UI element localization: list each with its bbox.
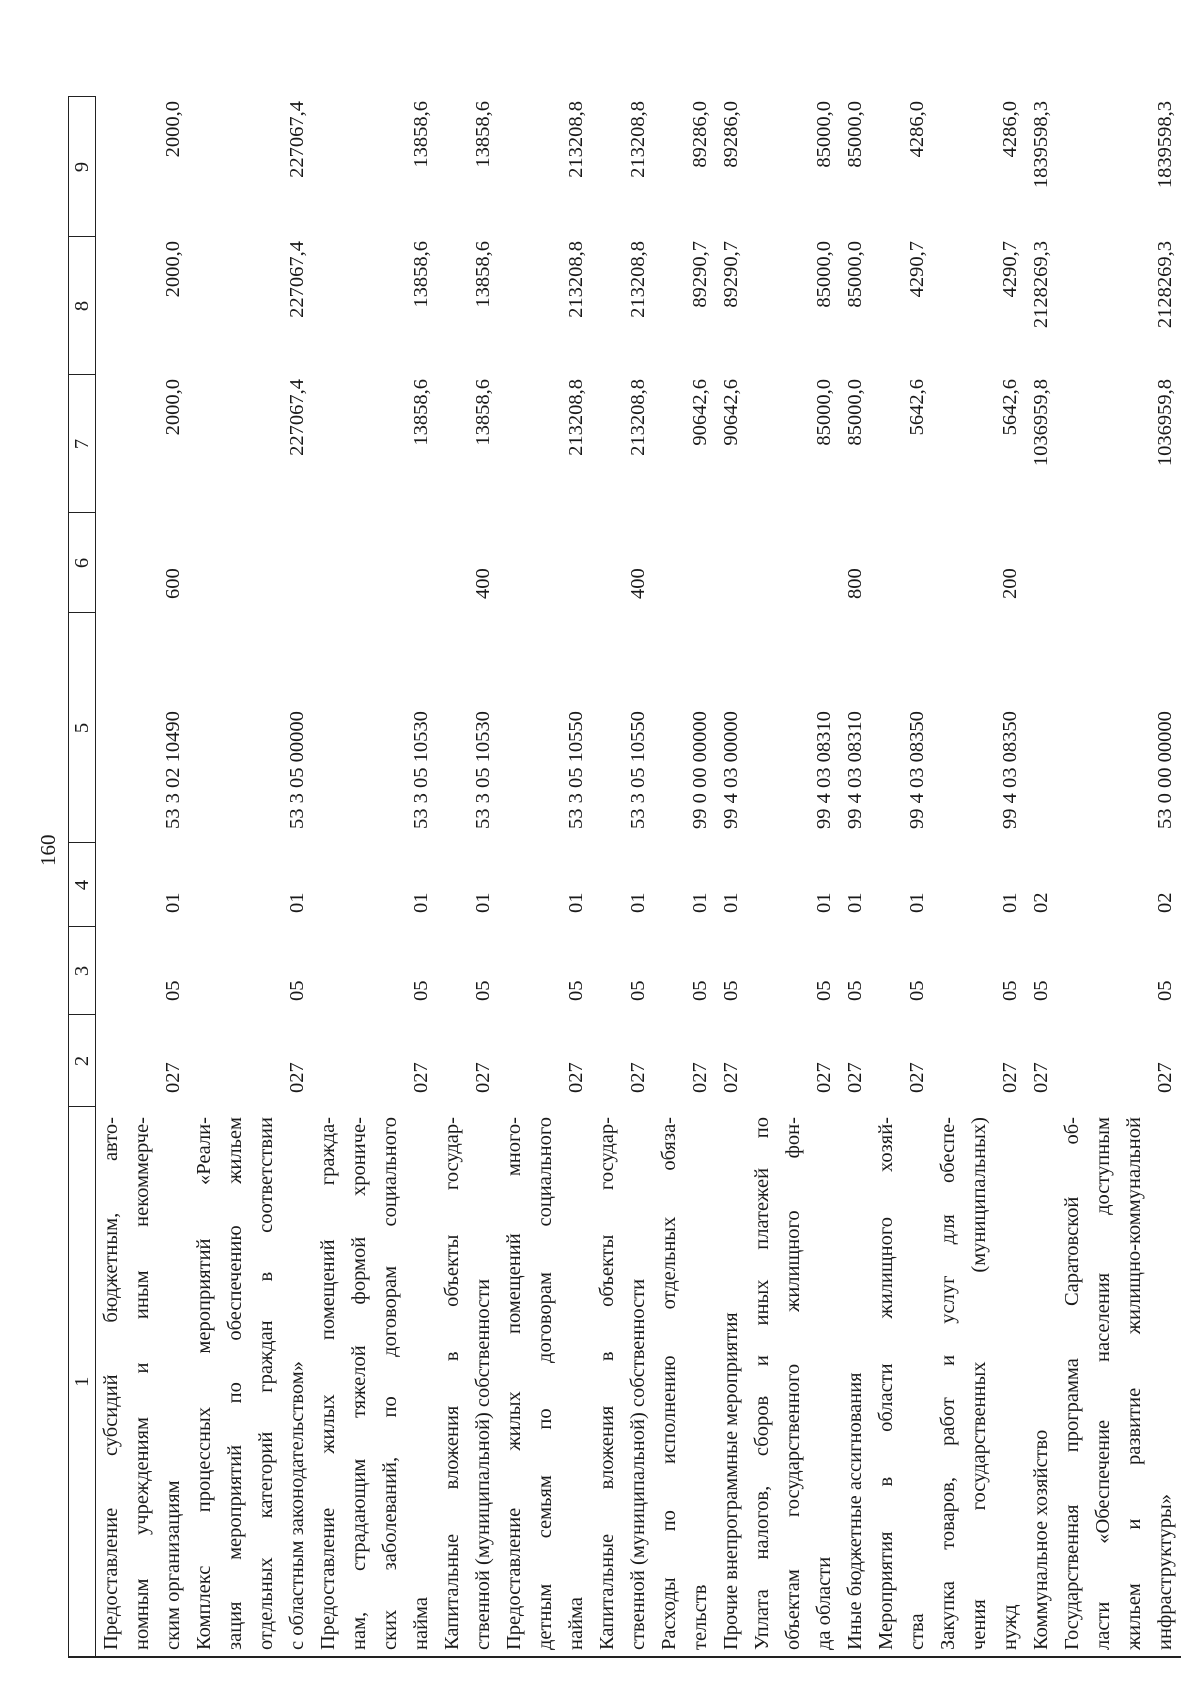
expense-type-cell: 200 <box>999 568 1021 599</box>
amount-year3-cell: 89286,0 <box>720 101 742 168</box>
table-row <box>871 97 933 1657</box>
ministry-code-cell: 027 <box>1030 1062 1052 1093</box>
table-row <box>840 97 871 1657</box>
subsection-cell: 01 <box>813 892 835 913</box>
row-name-line: найма <box>565 1597 587 1650</box>
expense-type-cell <box>1026 513 1057 613</box>
table-row <box>313 97 437 1657</box>
amount-year1-cell: 1036959,8 <box>1154 379 1176 467</box>
target-article-cell: 53 3 05 10550 <box>627 711 649 829</box>
row-name-cell <box>933 1107 1026 1657</box>
subsection-cell: 01 <box>720 892 742 913</box>
ministry-code-cell: 027 <box>472 1062 494 1093</box>
section-cell: 05 <box>286 980 308 1001</box>
row-name-line: Комплекс процессных мероприятий «Реали- <box>193 1117 215 1650</box>
row-name-line: отдельных категорий граждан в соответствии <box>255 1117 277 1650</box>
row-name-line: Иные бюджетные ассигнования <box>844 1372 866 1650</box>
expense-type-cell <box>1057 513 1181 613</box>
amount-year2-cell: 89290,7 <box>720 241 742 308</box>
amount-year1-cell: 13858,6 <box>472 379 494 446</box>
section-cell: 05 <box>565 980 587 1001</box>
row-name-line: Закупка товаров, работ и услуг для обеспе- <box>937 1117 959 1650</box>
table-row <box>933 97 1026 1657</box>
amount-year1-cell: 85000,0 <box>813 379 835 446</box>
row-name-cell <box>871 1107 933 1657</box>
amount-year1-cell: 90642,6 <box>720 379 742 446</box>
ministry-code-cell: 027 <box>689 1062 711 1093</box>
expense-type-cell <box>654 513 716 613</box>
table-row <box>499 97 592 1657</box>
page-number: 160 <box>36 834 60 866</box>
row-name-line: ства <box>906 1613 928 1650</box>
row-name-line: Прочие внепрограммные мероприятия <box>720 1312 742 1650</box>
subsection-cell: 01 <box>162 892 184 913</box>
table-row <box>1026 97 1057 1657</box>
table-row <box>716 97 747 1657</box>
row-name-cell <box>189 1107 313 1657</box>
amount-year3-cell: 1839598,3 <box>1154 101 1176 189</box>
target-article-cell: 99 4 03 08310 <box>813 711 835 829</box>
row-name-cell <box>1057 1107 1181 1657</box>
target-article-cell <box>1026 613 1057 843</box>
expense-type-cell <box>747 513 840 613</box>
amount-year2-cell: 85000,0 <box>813 241 835 308</box>
amount-year2-cell: 213208,8 <box>627 241 649 318</box>
row-name-line: с областным законодательством» <box>286 1361 308 1650</box>
amount-year1-cell: 227067,4 <box>286 379 308 456</box>
header-cell: 1 <box>69 1107 96 1657</box>
row-name-cell <box>654 1107 716 1657</box>
target-article-cell: 99 4 03 08350 <box>906 711 928 829</box>
subsection-cell: 01 <box>627 892 649 913</box>
ministry-code-cell: 027 <box>162 1062 184 1093</box>
section-cell: 05 <box>1030 980 1052 1001</box>
row-name-line: инфраструктуры» <box>1154 1493 1176 1650</box>
target-article-cell: 53 0 00 00000 <box>1154 711 1176 829</box>
target-article-cell: 53 3 05 00000 <box>286 711 308 829</box>
expense-type-cell: 400 <box>472 568 494 599</box>
header-cell: 6 <box>69 513 96 613</box>
row-name-line: Капитальные вложения в объекты государ- <box>441 1117 463 1650</box>
amount-year3-cell: 213208,8 <box>627 101 649 178</box>
amount-year3-cell: 4286,0 <box>999 101 1021 158</box>
header-cell: 8 <box>69 237 96 375</box>
header-cell: 7 <box>69 375 96 513</box>
amount-year2-cell: 2128269,3 <box>1030 241 1052 329</box>
row-name-line: нам, страдающим тяжелой формой хрониче- <box>348 1117 370 1650</box>
target-article-cell: 99 0 00 00000 <box>689 711 711 829</box>
target-article-cell: 53 3 02 10490 <box>162 711 184 829</box>
amount-year2-cell: 213208,8 <box>565 241 587 318</box>
amount-year1-cell: 5642,6 <box>999 379 1021 436</box>
expense-type-cell <box>313 513 437 613</box>
table-row <box>437 97 499 1657</box>
section-cell: 05 <box>472 980 494 1001</box>
amount-year2-cell: 89290,7 <box>689 241 711 308</box>
amount-year2-cell: 2000,0 <box>162 241 184 298</box>
subsection-cell: 01 <box>565 892 587 913</box>
row-name-line: Уплата налогов, сборов и иных платежей по <box>751 1117 773 1650</box>
target-article-cell: 99 4 03 08310 <box>844 711 866 829</box>
table-row <box>189 97 313 1657</box>
row-name-line: чения государственных (муниципальных) <box>968 1117 990 1650</box>
header-cell: 3 <box>69 927 96 1015</box>
ministry-code-cell: 027 <box>720 1062 742 1093</box>
amount-year2-cell: 2128269,3 <box>1154 241 1176 329</box>
expense-type-cell: 400 <box>627 568 649 599</box>
row-name-line: Предоставление жилых помещений много- <box>503 1117 525 1650</box>
amount-year3-cell: 2000,0 <box>162 101 184 158</box>
row-name-line: тельств <box>689 1584 711 1650</box>
row-name-cell <box>747 1107 840 1657</box>
row-name-line: ским организациям <box>162 1480 184 1650</box>
section-cell: 05 <box>1154 980 1176 1001</box>
ministry-code-cell: 027 <box>906 1062 928 1093</box>
expense-type-cell <box>871 513 933 613</box>
row-name-line: нужд <box>999 1604 1021 1650</box>
row-name-line: жильем и развитие жилищно-коммунальной <box>1123 1117 1145 1650</box>
section-cell: 05 <box>162 980 184 1001</box>
amount-year1-cell: 2000,0 <box>162 379 184 436</box>
subsection-cell: 01 <box>286 892 308 913</box>
section-cell: 05 <box>689 980 711 1001</box>
expense-type-cell <box>716 513 747 613</box>
section-cell: 05 <box>999 980 1021 1001</box>
subsection-cell: 01 <box>472 892 494 913</box>
section-cell: 05 <box>844 980 866 1001</box>
subsection-cell: 01 <box>999 892 1021 913</box>
row-name-line: Капитальные вложения в объекты государ- <box>596 1117 618 1650</box>
amount-year3-cell: 85000,0 <box>813 101 835 168</box>
amount-year2-cell: 4290,7 <box>906 241 928 298</box>
table-row <box>654 97 716 1657</box>
budget-table-wrap <box>68 98 1181 1658</box>
ministry-code-cell: 027 <box>410 1062 432 1093</box>
ministry-code-cell: 027 <box>1154 1062 1176 1093</box>
amount-year3-cell: 89286,0 <box>689 101 711 168</box>
row-name-line: ственной (муниципальной) собственности <box>472 1278 494 1650</box>
amount-year1-cell: 5642,6 <box>906 379 928 436</box>
row-name-line: зация мероприятий по обеспечению жильем <box>224 1117 246 1650</box>
header-cell: 2 <box>69 1015 96 1107</box>
row-name-line: да области <box>813 1556 835 1650</box>
amount-year1-cell: 213208,8 <box>565 379 587 456</box>
amount-year3-cell: 213208,8 <box>565 101 587 178</box>
expense-type-cell: 800 <box>844 568 866 599</box>
subsection-cell: 01 <box>906 892 928 913</box>
amount-year1-cell: 213208,8 <box>627 379 649 456</box>
target-article-cell: 53 3 05 10550 <box>565 711 587 829</box>
expense-type-cell <box>499 513 592 613</box>
row-name-line: найма <box>410 1597 432 1650</box>
amount-year1-cell: 90642,6 <box>689 379 711 446</box>
rotated-page <box>0 76 1200 1696</box>
row-name-cell <box>96 1107 190 1657</box>
row-name-cell <box>313 1107 437 1657</box>
section-cell: 05 <box>720 980 742 1001</box>
ministry-code-cell: 027 <box>565 1062 587 1093</box>
section-cell: 05 <box>813 980 835 1001</box>
amount-year3-cell: 1839598,3 <box>1030 101 1052 189</box>
row-name-line: Мероприятия в области жилищного хозяй- <box>875 1117 897 1650</box>
row-name-cell <box>437 1107 499 1657</box>
target-article-cell: 53 3 05 10530 <box>410 711 432 829</box>
section-cell: 05 <box>410 980 432 1001</box>
section-cell: 05 <box>906 980 928 1001</box>
table-row <box>1057 97 1181 1657</box>
header-cell: 5 <box>69 613 96 843</box>
expense-type-cell: 600 <box>162 568 184 599</box>
header-cell: 9 <box>69 97 96 237</box>
row-name-line: Коммунальное хозяйство <box>1030 1429 1052 1650</box>
header-row <box>69 97 96 1657</box>
row-name-cell <box>592 1107 654 1657</box>
row-name-cell <box>840 1107 871 1657</box>
row-name-cell <box>499 1107 592 1657</box>
row-name-line: ских заболеваний, по договорам социального <box>379 1117 401 1650</box>
row-name-line: Предоставление жилых помещений гражда- <box>317 1117 339 1650</box>
row-name-line: Предоставление субсидий бюджетным, авто- <box>100 1117 122 1650</box>
amount-year1-cell: 1036959,8 <box>1030 379 1052 467</box>
ministry-code-cell: 027 <box>286 1062 308 1093</box>
ministry-code-cell: 027 <box>844 1062 866 1093</box>
amount-year3-cell: 227067,4 <box>286 101 308 178</box>
amount-year3-cell: 4286,0 <box>906 101 928 158</box>
amount-year1-cell: 85000,0 <box>844 379 866 446</box>
ministry-code-cell: 027 <box>999 1062 1021 1093</box>
row-name-line: номным учреждениям и иным некоммерче- <box>131 1117 153 1650</box>
header-cell: 4 <box>69 843 96 927</box>
ministry-code-cell: 027 <box>627 1062 649 1093</box>
table-row <box>747 97 840 1657</box>
expense-type-cell <box>189 513 313 613</box>
row-name-line: ласти «Обеспечение населения доступным <box>1092 1117 1114 1650</box>
amount-year3-cell: 13858,6 <box>410 101 432 168</box>
table-row <box>592 97 654 1657</box>
amount-year3-cell: 13858,6 <box>472 101 494 168</box>
subsection-cell: 01 <box>410 892 432 913</box>
subsection-cell: 02 <box>1154 892 1176 913</box>
amount-year1-cell: 13858,6 <box>410 379 432 446</box>
subsection-cell: 02 <box>1030 892 1052 913</box>
amount-year2-cell: 4290,7 <box>999 241 1021 298</box>
subsection-cell: 01 <box>844 892 866 913</box>
amount-year3-cell: 85000,0 <box>844 101 866 168</box>
amount-year2-cell: 227067,4 <box>286 241 308 318</box>
row-name-line: ственной (муниципальной) собственности <box>627 1278 649 1650</box>
table-row <box>96 97 190 1657</box>
row-name-cell <box>1026 1107 1057 1657</box>
ministry-code-cell: 027 <box>813 1062 835 1093</box>
table-body <box>96 97 1182 1657</box>
section-cell: 05 <box>627 980 649 1001</box>
row-name-line: объектам государственного жилищного фон- <box>782 1117 804 1650</box>
subsection-cell: 01 <box>689 892 711 913</box>
row-name-line: Расходы по исполнению отдельных обяза- <box>658 1117 680 1650</box>
amount-year2-cell: 13858,6 <box>410 241 432 308</box>
row-name-cell <box>716 1107 747 1657</box>
row-name-line: детным семьям по договорам социального <box>534 1117 556 1650</box>
amount-year2-cell: 13858,6 <box>472 241 494 308</box>
target-article-cell: 53 3 05 10530 <box>472 711 494 829</box>
budget-table <box>68 97 1181 1659</box>
target-article-cell: 99 4 03 08350 <box>999 711 1021 829</box>
row-name-line: Государственная программа Саратовской об- <box>1061 1117 1083 1650</box>
amount-year2-cell: 85000,0 <box>844 241 866 308</box>
target-article-cell: 99 4 03 00000 <box>720 711 742 829</box>
